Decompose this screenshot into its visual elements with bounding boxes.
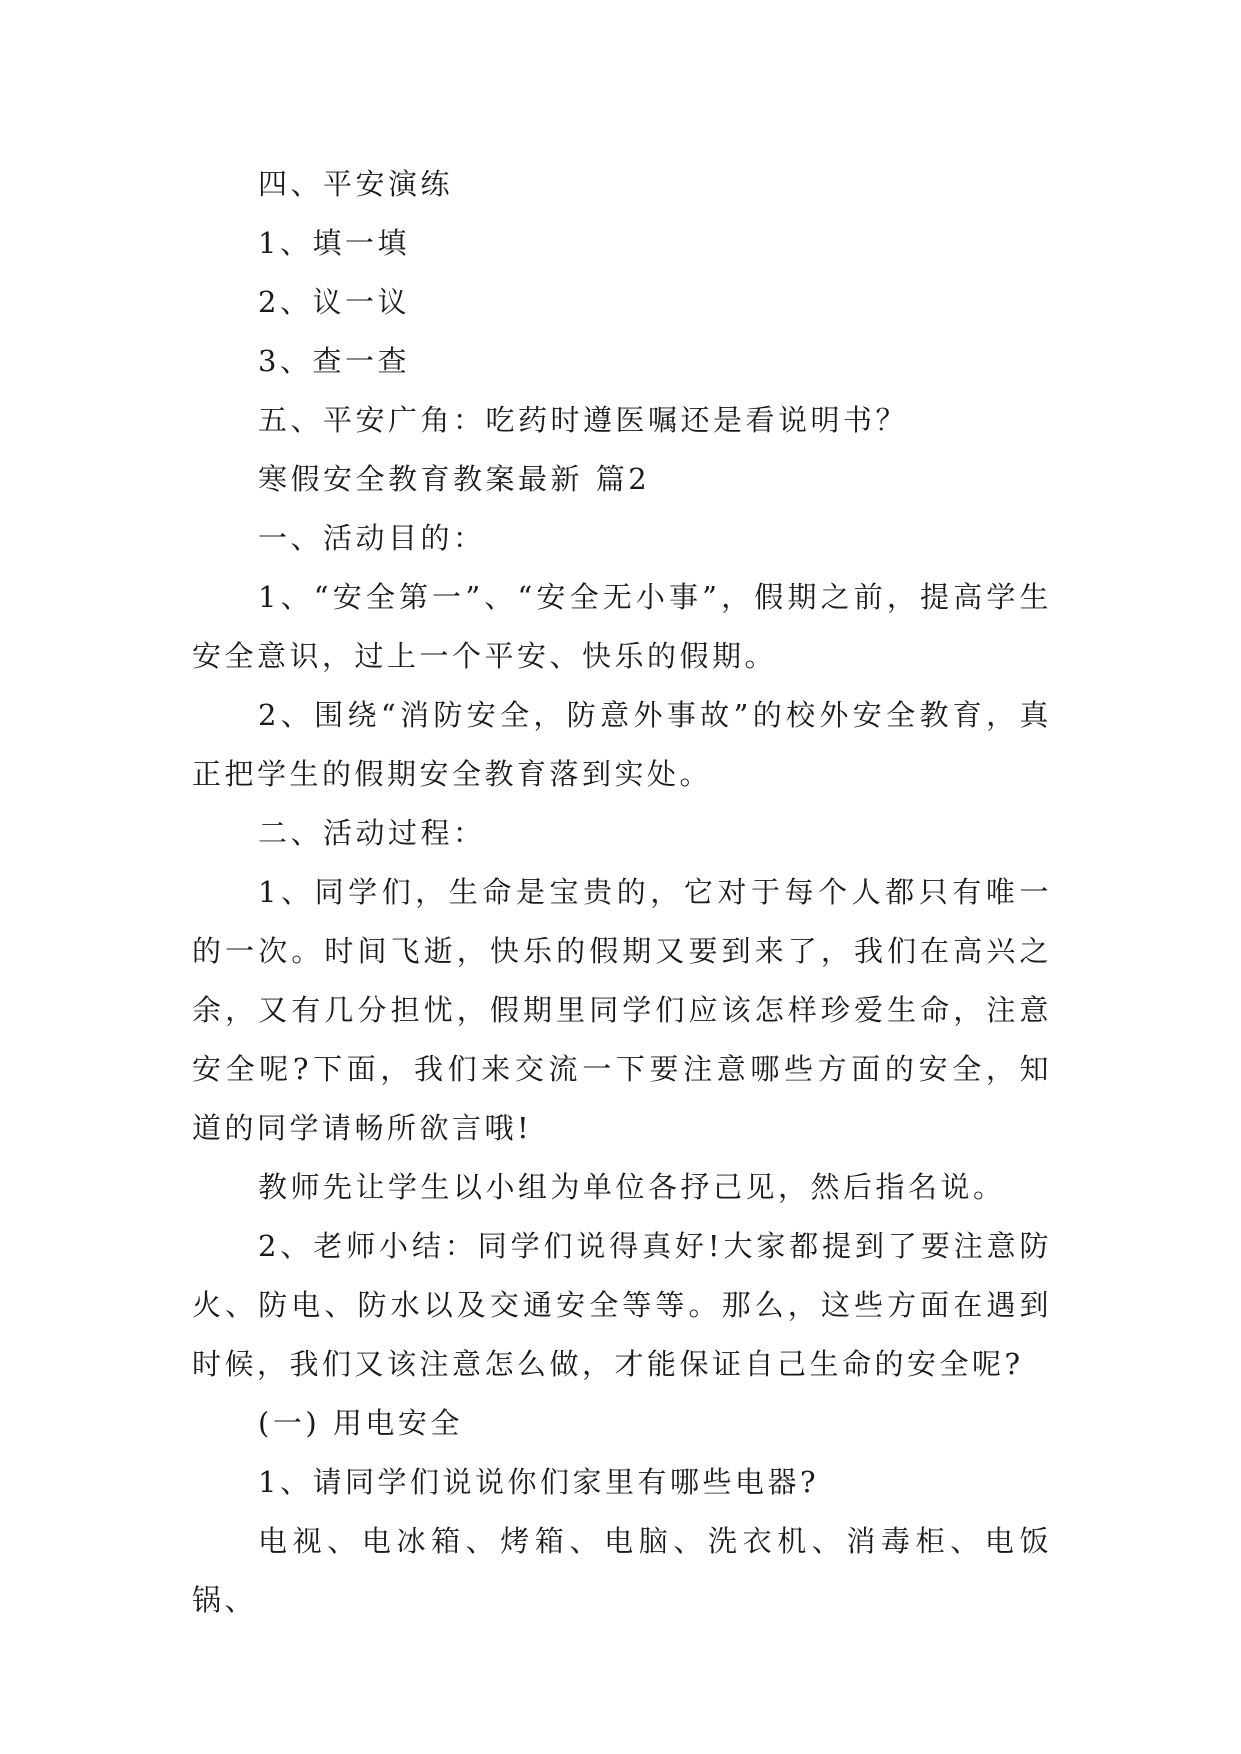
- document-body: [192, 155, 1052, 1630]
- section-heading-goals: 一、活动目的：: [258, 521, 486, 555]
- paragraph: 1、同学们，生命是宝贵的，它对于每个人都只有唯一的一次。时间飞逝，快乐的假期又要到来了，我们在高兴之余，又有几分担忧，假期里同学们应该怎样珍爱生命，注意安全呢?下面，我们来交流一下要注意哪些方面的安全，知道的同学请畅所欲言哦!: [192, 875, 1052, 1145]
- section-heading-medicine: 五、平安广角：吃药时遵医嘱还是看说明书？: [258, 403, 909, 437]
- paragraph: 1、“安全第一”、“安全无小事”，假期之前，提高学生安全意识，过上一个平安、快乐的假期。: [192, 580, 1052, 673]
- section-heading-process: 二、活动过程：: [258, 816, 486, 850]
- paragraph: 2、老师小结：同学们说得真好!大家都提到了要注意防火、防电、防水以及交通安全等等。那么，这些方面在遇到时候，我们又该注意怎么做，才能保证自己生命的安全呢?: [192, 1229, 1052, 1381]
- chapter-title: 寒假安全教育教案最新 篇2: [258, 462, 651, 496]
- paragraph: 2、围绕“消防安全，防意外事故”的校外安全教育，真正把学生的假期安全教育落到实处。: [192, 698, 1052, 791]
- section-heading-drill: 四、平安演练: [258, 167, 454, 201]
- paragraph: 1、请同学们说说你们家里有哪些电器?: [258, 1465, 819, 1499]
- list-item: 1、填一填: [258, 226, 410, 260]
- list-item: 3、查一查: [258, 344, 410, 378]
- paragraph: 电视、电冰箱、烤箱、电脑、洗衣机、消毒柜、电饭锅、: [192, 1524, 1052, 1617]
- subsection-heading-electricity: (一) 用电安全: [258, 1406, 463, 1440]
- paragraph: 教师先让学生以小组为单位各抒己见，然后指名说。: [258, 1170, 1006, 1204]
- list-item: 2、议一议: [258, 285, 410, 319]
